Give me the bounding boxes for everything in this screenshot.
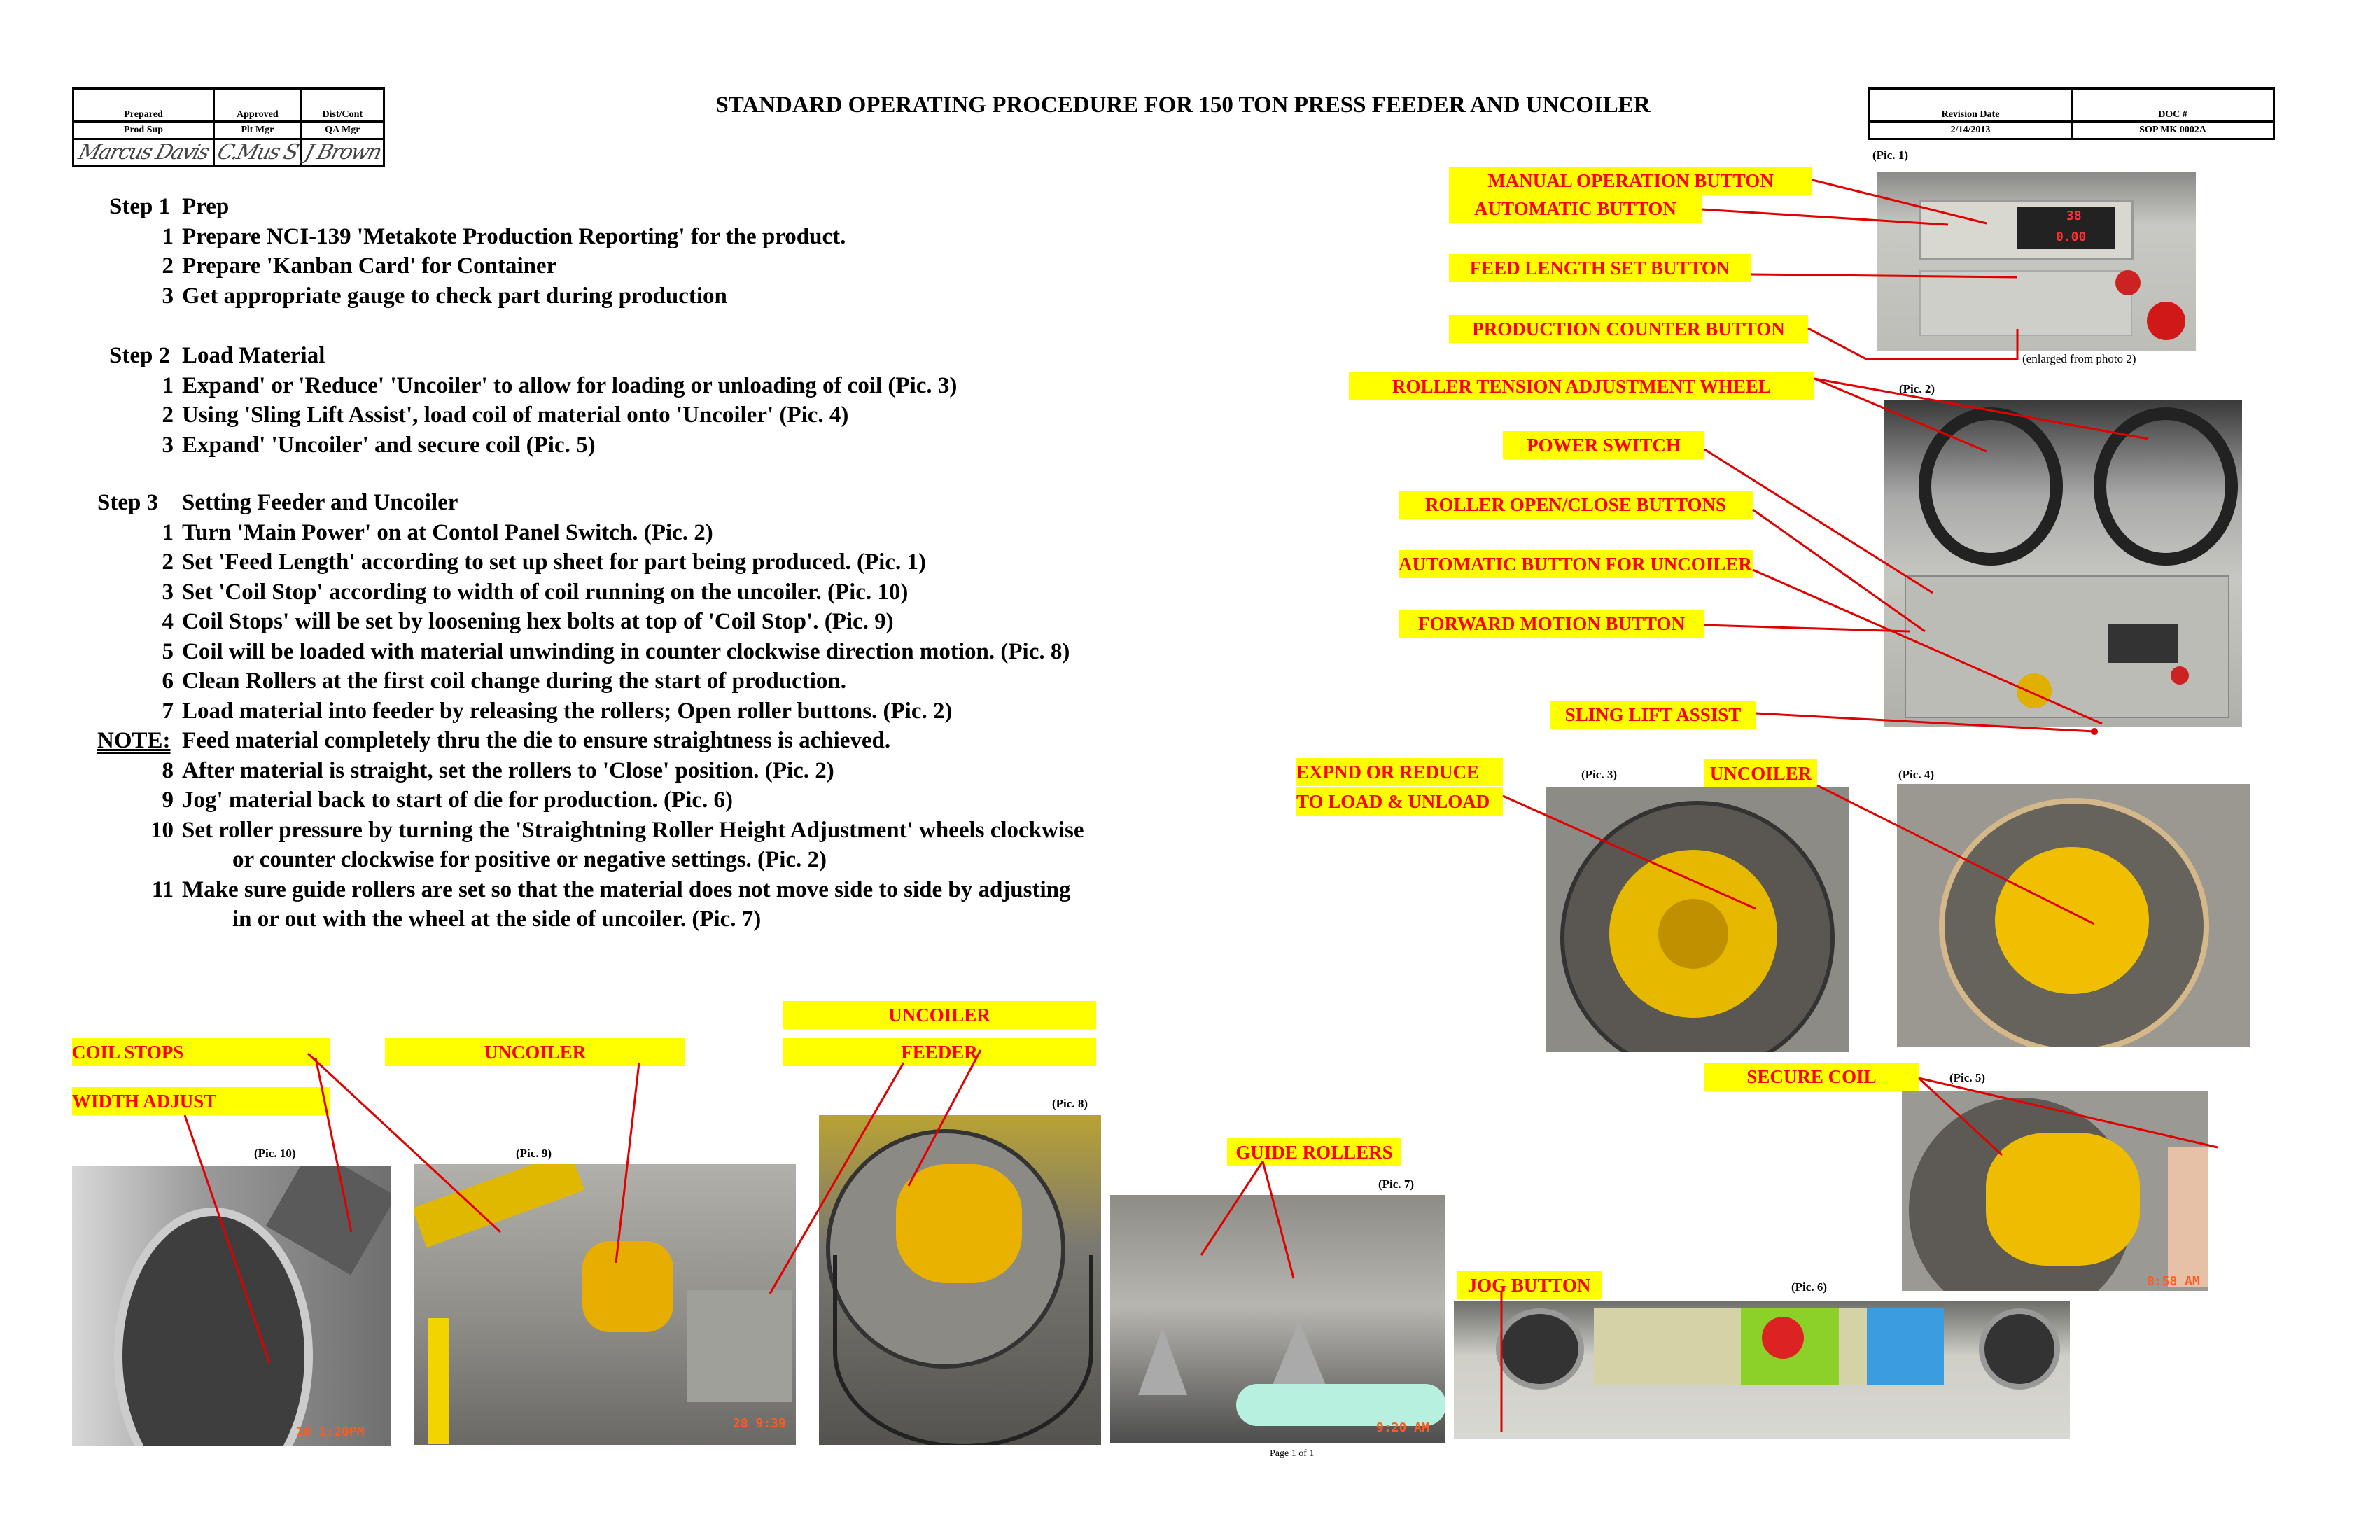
photo-timestamp-pic9: 28 9:39 <box>733 1416 786 1431</box>
step-text: Using 'Sling Lift Assist', load coil of material onto 'Uncoiler' (Pic. 4) <box>182 402 849 428</box>
display-feed-length: 38 <box>2066 209 2082 223</box>
step-number: 1 <box>162 223 174 249</box>
step-number: 2 <box>162 402 174 428</box>
step-text: Coil will be loaded with material unwinding in counter clockwise direction motion. (Pic. 8) <box>182 638 1070 664</box>
note-label: NOTE: <box>97 728 171 753</box>
step-text: Turn 'Main Power' on at Contol Panel Switch. (Pic. 2) <box>182 519 713 545</box>
step-number: 6 <box>162 668 174 694</box>
signoff-role-plt-mgr: Plt Mgr <box>214 122 301 139</box>
step-number: 2 <box>162 550 174 575</box>
label-automatic-uncoiler: AUTOMATIC BUTTON FOR UNCOILER <box>1399 550 1753 578</box>
photo-pic10-coil-stops <box>72 1166 391 1446</box>
step-number: 3 <box>162 283 174 309</box>
step-number: 7 <box>162 698 174 724</box>
step-number: 11 <box>151 876 174 902</box>
step-text: Expand' or 'Reduce' 'Uncoiler' to allow for loading or unloading of coil (Pic. 3) <box>182 372 958 398</box>
step-title: Load Material <box>182 343 326 368</box>
step-text: Get appropriate gauge to check part during production <box>182 283 727 309</box>
label-width-adjust: WIDTH ADJUST <box>72 1087 330 1115</box>
label-manual-operation: MANUAL OPERATION BUTTON <box>1449 167 1812 195</box>
label-expand-reduce-1: EXPND OR REDUCE <box>1296 758 1503 786</box>
label-uncoiler-top: UNCOILER <box>783 1001 1096 1029</box>
step-text: After material is straight, set the rollers to 'Close' position. (Pic. 2) <box>182 757 834 783</box>
step-number: 4 <box>162 609 174 634</box>
label-roller-open-close: ROLLER OPEN/CLOSE BUTTONS <box>1399 491 1753 519</box>
step-number: 9 <box>162 788 174 813</box>
signoff-role-qa-mgr: QA Mgr <box>301 122 384 139</box>
photo-pic2-feeder-panel <box>1884 400 2242 727</box>
step-number: 1 <box>162 372 174 398</box>
caption-pic3: (Pic. 3) <box>1581 768 1617 781</box>
photo-pic8-uncoiler-feeder <box>819 1115 1101 1445</box>
step-title: Setting Feeder and Uncoiler <box>182 490 458 515</box>
step-label: Step 3 <box>97 490 159 515</box>
label-expand-reduce-2: TO LOAD & UNLOAD <box>1296 788 1503 816</box>
label-guide-rollers: GUIDE ROLLERS <box>1227 1138 1401 1166</box>
label-power-switch: POWER SWITCH <box>1503 431 1704 459</box>
label-jog-button: JOG BUTTON <box>1457 1271 1602 1299</box>
step-text: Set 'Coil Stop' according to width of coil running on the uncoiler. (Pic. 10) <box>182 579 909 605</box>
step-label: Step 1 <box>109 194 171 219</box>
label-production-counter: PRODUCTION COUNTER BUTTON <box>1449 315 1808 343</box>
photo-pic4-uncoiler-loading <box>1897 784 2250 1047</box>
caption-pic6: (Pic. 6) <box>1791 1280 1827 1294</box>
revision-date-value: 2/14/2013 <box>1870 122 2072 139</box>
photo-timestamp-pic5: 8:58 AM <box>2147 1274 2200 1289</box>
caption-pic10: (Pic. 10) <box>254 1147 296 1160</box>
step-text: Prepare 'Kanban Card' for Container <box>182 253 557 279</box>
signoff-header-approved: Approved <box>214 89 301 122</box>
label-sling-lift: SLING LIFT ASSIST <box>1550 701 1756 729</box>
caption-pic7: (Pic. 7) <box>1378 1177 1414 1191</box>
step-text: Load material into feeder by releasing the rollers; Open roller buttons. (Pic. 2) <box>182 698 953 724</box>
label-uncoiler-right: UNCOILER <box>1704 760 1817 788</box>
label-automatic: AUTOMATIC BUTTON <box>1449 195 1702 223</box>
photo-pic7-guide-rollers <box>1110 1195 1445 1443</box>
caption-pic8: (Pic. 8) <box>1052 1097 1088 1110</box>
step-number: 3 <box>162 579 174 605</box>
photo-pic9-uncoiler <box>414 1164 796 1445</box>
step-number: 1 <box>162 519 174 545</box>
step-text: Jog' material back to start of die for production. (Pic. 6) <box>182 788 734 813</box>
signature-prepared: Marcus Davis <box>76 140 211 164</box>
photo-timestamp-pic7: 9:20 AM <box>1376 1420 1429 1435</box>
step-text: Clean Rollers at the first coil change during the start of production. <box>182 668 846 694</box>
caption-pic5: (Pic. 5) <box>1949 1071 1985 1084</box>
step-text: Set 'Feed Length' according to set up sheet for part being produced. (Pic. 1) <box>182 550 926 575</box>
step-number: 8 <box>162 757 174 783</box>
signoff-header-dist: Dist/Cont <box>301 89 384 122</box>
photo-timestamp-pic10: 10 1:20PM <box>296 1424 365 1439</box>
revision-date-header: Revision Date <box>1870 89 2072 122</box>
caption-pic9: (Pic. 9) <box>516 1147 552 1160</box>
signature-approved: C.Mus S <box>214 140 300 164</box>
label-secure-coil: SECURE COIL <box>1704 1063 1919 1091</box>
page-footer: Page 1 of 1 <box>1270 1448 1315 1459</box>
photo-pic5-secure-coil <box>1902 1091 2208 1291</box>
step-text: Make sure guide rollers are set so that the material does not move side to side by adjusting <box>182 876 1071 902</box>
step-number: 2 <box>162 253 174 279</box>
step-number: 5 <box>162 638 174 664</box>
step-text: Coil Stops' will be set by loosening hex bolts at top of 'Coil Stop'. (Pic. 9) <box>182 609 894 634</box>
page-title: STANDARD OPERATING PROCEDURE FOR 150 TON PRESS FEEDER AND UNCOILER <box>715 92 1651 118</box>
step-title: Prep <box>182 194 230 219</box>
label-feed-length: FEED LENGTH SET BUTTON <box>1449 254 1751 282</box>
caption-pic1: (Pic. 1) <box>1872 148 1908 162</box>
photo-pic6-jog-panel <box>1454 1301 2070 1438</box>
display-counter: 0.00 <box>2056 230 2087 244</box>
caption-pic4: (Pic. 4) <box>1898 768 1934 781</box>
leader-forward-motion <box>1704 625 1910 631</box>
signoff-header-prepared: Prepared <box>74 89 214 122</box>
caption-pic2: (Pic. 2) <box>1899 382 1935 396</box>
photo-pic3-uncoiler <box>1546 787 1849 1052</box>
step-number: 10 <box>150 817 174 843</box>
step-text: Feed material completely thru the die to ensure straightness is achieved. <box>182 728 891 753</box>
label-coil-stops: COIL STOPS <box>72 1038 330 1066</box>
label-uncoiler-bottom: UNCOILER <box>385 1038 685 1066</box>
step-text: Expand' 'Uncoiler' and secure coil (Pic. 5) <box>182 432 596 458</box>
signature-dist: J Brown <box>302 140 384 164</box>
caption-enlarged: (enlarged from photo 2) <box>2022 352 2136 365</box>
doc-number-value: SOP MK 0002A <box>2072 122 2274 139</box>
revision-table <box>1868 88 2275 140</box>
label-feeder: FEEDER <box>783 1038 1096 1066</box>
label-forward-motion: FORWARD MOTION BUTTON <box>1399 610 1704 638</box>
doc-number-header: DOC # <box>2072 89 2274 122</box>
label-roller-tension: ROLLER TENSION ADJUSTMENT WHEEL <box>1349 372 1814 400</box>
photo-pic1-control-panel <box>1877 172 2196 351</box>
step-text: in or out with the wheel at the side of uncoiler. (Pic. 7) <box>232 906 762 932</box>
step-text: Set roller pressure by turning the 'Straightning Roller Height Adjustment' wheels clockwise <box>182 817 1084 843</box>
step-text: or counter clockwise for positive or negative settings. (Pic. 2) <box>232 847 827 872</box>
step-text: Prepare NCI-139 'Metakote Production Reporting' for the product. <box>182 223 846 249</box>
signoff-role-prod-sup: Prod Sup <box>74 122 214 139</box>
step-number: 3 <box>162 432 174 458</box>
step-label: Step 2 <box>109 343 171 368</box>
